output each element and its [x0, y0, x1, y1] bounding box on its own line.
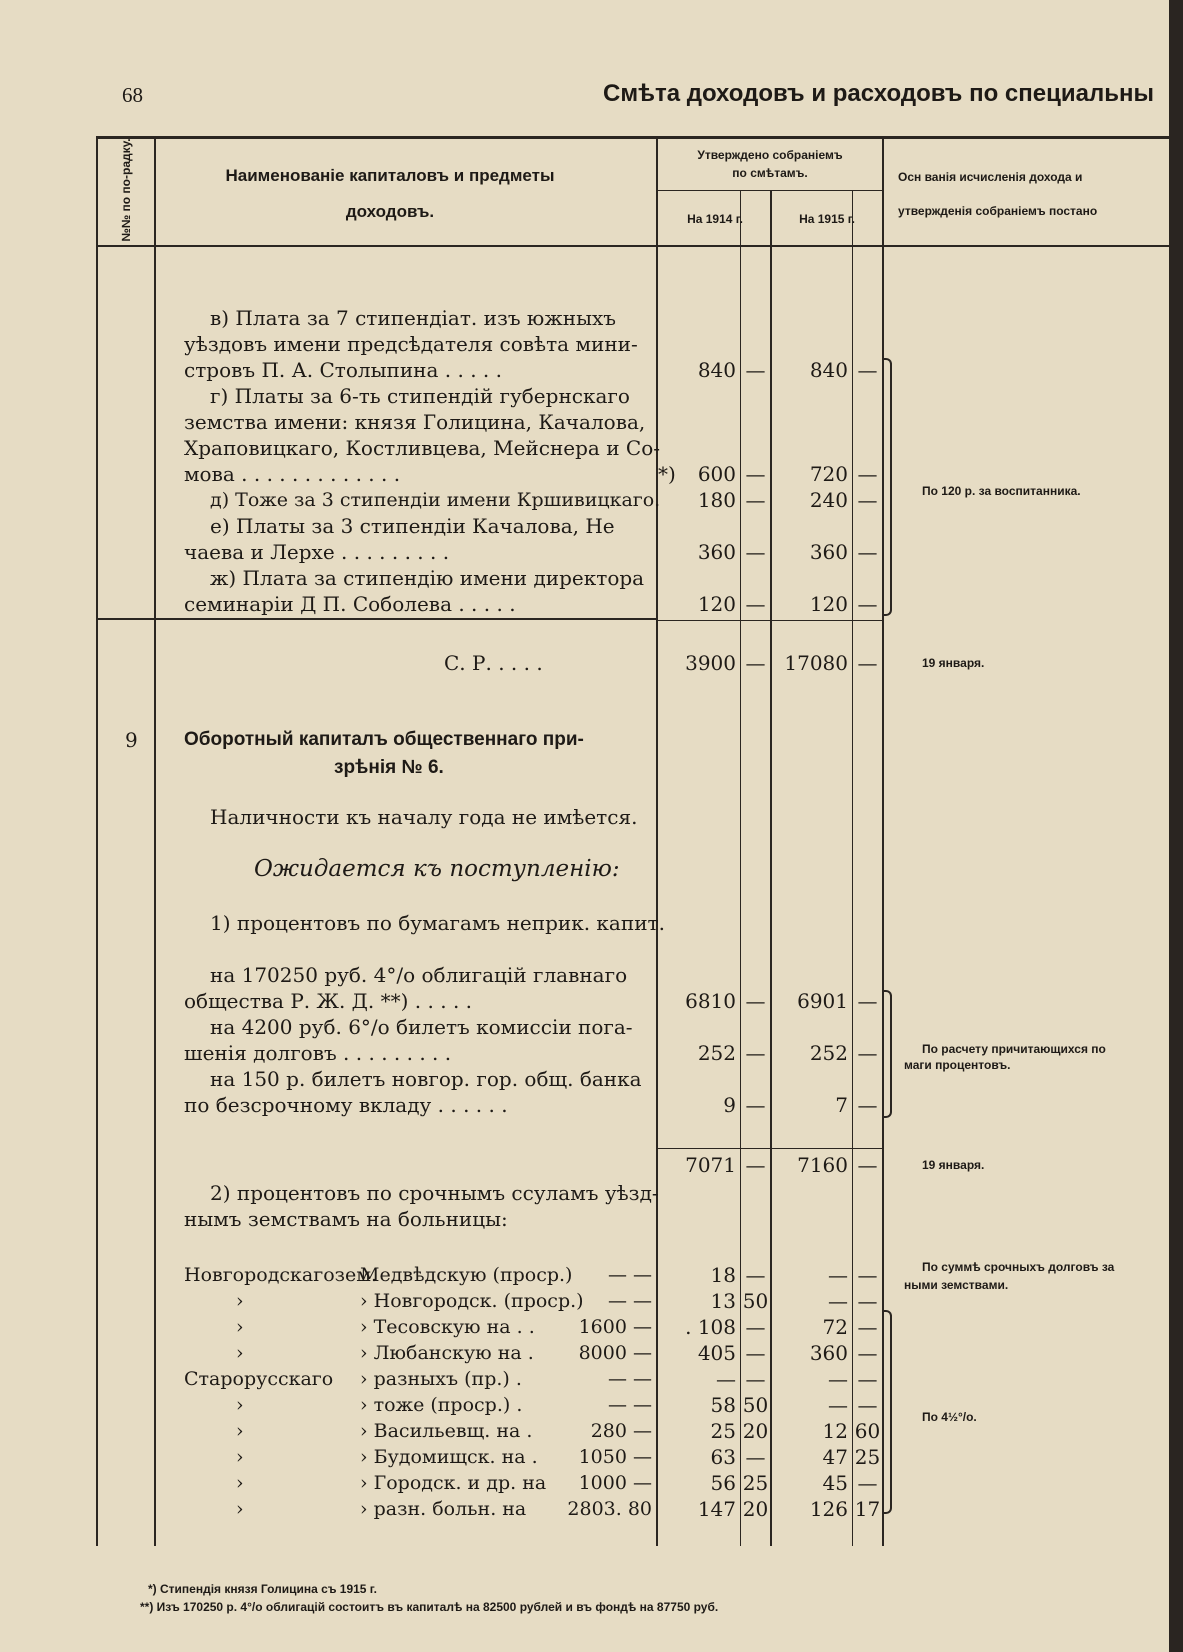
r1-line1: на 170250 руб. 4°/о облигацій главнаго	[210, 963, 628, 987]
row-d-1915-kop: —	[857, 488, 878, 512]
loan-1914-kop: —	[745, 1367, 766, 1391]
r1-line2: общества Р. Ж. Д. **) . . . . .	[184, 989, 473, 1013]
note-120: По 120 р. за воспитанника.	[922, 484, 1081, 498]
loan-1915-rub: 72	[822, 1315, 848, 1339]
row-g-line4: мова . . . . . . . . . . . . .	[184, 462, 401, 486]
basis-header-line2: утвержденія собраніемъ постано	[898, 204, 1098, 218]
note-calc-line2: маги процентовъ.	[904, 1058, 1011, 1072]
row-e-1914: 360	[697, 540, 736, 564]
row-zh-1914: 120	[697, 592, 736, 616]
note-calc-line1: По расчету причитающихся по	[922, 1042, 1106, 1056]
basis-header-line1: Осн ванія исчисленія дохода и	[898, 170, 1083, 184]
sum2-1914-kop: —	[745, 1153, 766, 1177]
loan-item: › Городск. и др. на	[360, 1472, 547, 1494]
row-v-1914-kop: —	[745, 358, 766, 382]
row-v-line2: уѣздовъ имени предсѣдателя совѣта мини-	[184, 332, 638, 356]
r1-1914: 6810	[685, 989, 736, 1013]
sum2-note: 19 января.	[922, 1158, 985, 1172]
row-zh-line1: ж) Плата за стипендію имени директора	[210, 566, 645, 590]
loan-1915-rub: 360	[809, 1341, 848, 1365]
loan-1914-kop: —	[745, 1445, 766, 1469]
sr-1914: 3900	[685, 651, 736, 675]
row-g-1915-kop: —	[857, 462, 878, 486]
loan-1914-kop: 50	[742, 1289, 769, 1313]
loan-item: › Будомищск. на .	[360, 1446, 538, 1468]
loan-item: › Новгородск. (проср.)	[360, 1290, 584, 1312]
footnote-2: **) Изъ 170250 р. 4°/о облигацій состоитъ въ капиталѣ на 82500 рублей и въ фондѣ на 87750 руб.	[140, 1600, 719, 1614]
loan-item: › тоже (проср.) .	[360, 1394, 523, 1416]
year-1914-header: На 1914 г.	[687, 212, 743, 226]
loan-1914-rub: 18	[710, 1263, 736, 1287]
loan-1915-rub: —	[828, 1263, 848, 1287]
r3-line2: по безсрочному вкладу . . . . . .	[184, 1093, 508, 1117]
loan-1914-kop: —	[745, 1263, 766, 1287]
loan-1915-rub: 47	[822, 1445, 848, 1469]
r1-1915-kop: —	[857, 989, 878, 1013]
row-v-1914: 840	[697, 358, 736, 382]
row-v-1915-kop: —	[857, 358, 878, 382]
header-bottom-rule	[96, 245, 1169, 247]
loan-1914-rub: 56	[710, 1471, 736, 1495]
loan-district: ›	[236, 1472, 244, 1494]
loan-1915-rub: —	[828, 1393, 848, 1417]
table-top-rule	[96, 136, 1169, 139]
loan-district: Новгородскагозем.	[184, 1264, 378, 1286]
loan-item: › разн. больн. на	[360, 1498, 527, 1520]
loan-district: ›	[236, 1420, 244, 1442]
row-e-line2: чаева и Лерхе . . . . . . . . .	[184, 540, 450, 564]
row-d-1914-kop: —	[745, 488, 766, 512]
loan-1915-kop: 60	[854, 1419, 881, 1443]
note-sum-line2: ными земствами.	[904, 1278, 1009, 1292]
sr-1914-kop: —	[745, 651, 766, 675]
name-header-line2: доходовъ.	[345, 202, 435, 221]
block-rule-1	[96, 618, 656, 620]
row-e-1914-kop: —	[745, 540, 766, 564]
num-column-header: №№ по по-радку.	[119, 138, 133, 242]
loan-amount: — —	[607, 1290, 652, 1312]
loan-1914-rub: 58	[710, 1393, 736, 1417]
row-g-1914-kop: —	[745, 462, 766, 486]
section-9-number: 9	[125, 728, 138, 752]
loan-1914-kop: 20	[742, 1419, 769, 1443]
page-number: 68	[122, 83, 143, 107]
loan-district: ›	[236, 1342, 244, 1364]
brace-block3	[884, 1310, 892, 1514]
loan-1914-kop: 20	[742, 1497, 769, 1521]
loan-1914-rub: —	[716, 1367, 736, 1391]
page-edge	[1169, 0, 1183, 1652]
loan-item: › Васильевщ. на .	[360, 1420, 533, 1442]
loan-amount: — —	[607, 1394, 652, 1416]
row-e-line1: е) Платы за 3 стипендіи Качалова, Не	[210, 514, 615, 538]
loan-1914-rub: 25	[710, 1419, 736, 1443]
loan-1915-kop: —	[857, 1367, 878, 1391]
loan-item: › разныхъ (пр.) .	[360, 1368, 522, 1390]
loan-item: › Любанскую на .	[360, 1342, 534, 1364]
name-header-line1: Наименованіе капиталовъ и предметы	[225, 166, 555, 185]
row-g-line2: земства имени: князя Голицина, Качалова,	[184, 410, 646, 434]
brace-block1	[884, 358, 892, 616]
loan-item: Медвѣдскую (проср.)	[360, 1264, 573, 1286]
row-v-line1: в) Плата за 7 стипендіат. изъ южныхъ	[210, 306, 616, 330]
loan-1914-rub: 405	[697, 1341, 736, 1365]
row-zh-1915-kop: —	[857, 592, 878, 616]
loan-amount: 1000 —	[578, 1472, 652, 1494]
interest-2-line2: нымъ земствамъ на больницы:	[184, 1207, 508, 1231]
loan-1915-rub: —	[828, 1367, 848, 1391]
loan-1915-rub: 126	[809, 1497, 848, 1521]
section-9-title-line2: зрѣнія № 6.	[334, 757, 444, 778]
sum2-1915-kop: —	[857, 1153, 878, 1177]
expected-heading: Ожидается къ поступленію:	[254, 856, 620, 882]
loan-amount: — —	[607, 1264, 652, 1286]
row-d-line1: д) Тоже за 3 стипендіи имени Кршивицкаго.	[210, 489, 661, 511]
loan-1915-kop: —	[857, 1289, 878, 1313]
loan-1915-kop: —	[857, 1263, 878, 1287]
r3-1915: 7	[835, 1093, 848, 1117]
row-g-line3: Храповицкаго, Костливцева, Мейснера и Со-	[184, 436, 661, 460]
row-zh-1914-kop: —	[745, 592, 766, 616]
loan-district: ›	[236, 1498, 244, 1520]
loan-district: ›	[236, 1394, 244, 1416]
note-45: По 4½°/о.	[922, 1410, 977, 1424]
loan-1914-rub: . 108	[685, 1315, 736, 1339]
row-zh-1915: 120	[809, 592, 848, 616]
r3-1914: 9	[723, 1093, 736, 1117]
loan-1914-rub: 63	[710, 1445, 736, 1469]
col-line-left	[96, 136, 98, 1546]
loan-amount: 8000 —	[578, 1342, 652, 1364]
loan-amount: 1050 —	[578, 1446, 652, 1468]
loan-amount: 280 —	[590, 1420, 652, 1442]
row-v-1915: 840	[809, 358, 848, 382]
r1-1915: 6901	[797, 989, 848, 1013]
row-e-1915: 360	[809, 540, 848, 564]
loan-1914-kop: —	[745, 1315, 766, 1339]
r3-1914-kop: —	[745, 1093, 766, 1117]
row-d-1915: 240	[809, 488, 848, 512]
loan-1915-rub: 45	[822, 1471, 848, 1495]
sum2-1915: 7160	[797, 1153, 848, 1177]
loan-1915-kop: —	[857, 1341, 878, 1365]
loan-1914-rub: 147	[697, 1497, 736, 1521]
row-g-1914: 600	[697, 462, 736, 486]
r2-1915-kop: —	[857, 1041, 878, 1065]
loan-1915-kop: —	[857, 1315, 878, 1339]
loan-district: ›	[236, 1290, 244, 1312]
loan-amount: 1600 —	[578, 1316, 652, 1338]
nalichnost-text: Наличности къ началу года не имѣется.	[210, 805, 638, 829]
section-9-title-line1: Оборотный капиталъ общественнаго при-	[184, 729, 584, 750]
sr-1915: 17080	[784, 651, 848, 675]
row-zh-line2: семинаріи Д П. Соболева . . . . .	[184, 592, 516, 616]
note-sum-line1: По суммѣ срочныхъ долговъ за	[922, 1260, 1115, 1274]
footnote-1: *) Стипендія князя Голицина съ 1915 г.	[148, 1582, 377, 1596]
row-v-line3: стровъ П. А. Столыпина . . . . .	[184, 358, 502, 382]
r2-1915: 252	[809, 1041, 848, 1065]
row-g-line1: г) Платы за 6-ть стипендій губернскаго	[210, 384, 630, 408]
loan-district: ›	[236, 1446, 244, 1468]
r2-line2: шенія долговъ . . . . . . . . .	[184, 1041, 452, 1065]
loan-1915-kop: —	[857, 1471, 878, 1495]
r3-1915-kop: —	[857, 1093, 878, 1117]
r3-line1: на 150 р. билетъ новгор. гор. общ. банка	[210, 1067, 642, 1091]
loan-1914-kop: —	[745, 1341, 766, 1365]
sum2-1914: 7071	[685, 1153, 736, 1177]
interest-1-heading: 1) процентовъ по бумагамъ неприк. капит.	[210, 911, 665, 935]
col-line-name	[656, 136, 658, 1546]
approved-header-line2: по смѣтамъ.	[732, 166, 808, 180]
loan-1914-kop: 25	[742, 1471, 769, 1495]
loan-1914-kop: 50	[742, 1393, 769, 1417]
loan-amount: — —	[607, 1368, 652, 1390]
sr-note: 19 января.	[922, 656, 985, 670]
loan-1914-rub: 13	[710, 1289, 736, 1313]
row-g-footnote-mark: *)	[658, 462, 676, 486]
loan-1915-kop: —	[857, 1393, 878, 1417]
row-g-1915: 720	[809, 462, 848, 486]
loan-1915-kop: 17	[854, 1497, 881, 1521]
loan-district: Старорусскаго	[184, 1368, 334, 1390]
loan-amount: 2803. 80	[567, 1498, 652, 1520]
sr-label: С. Р. . . . .	[444, 651, 543, 675]
loan-1915-rub: 12	[822, 1419, 848, 1443]
row-d-1914: 180	[697, 488, 736, 512]
loan-item: › Тесовскую на . .	[360, 1316, 535, 1338]
row-e-1915-kop: —	[857, 540, 878, 564]
approved-header-line1: Утверждено собраніемъ	[697, 148, 843, 162]
brace-block2	[884, 990, 892, 1118]
r2-1914-kop: —	[745, 1041, 766, 1065]
r1-1914-kop: —	[745, 989, 766, 1013]
running-title: Смѣта доходовъ и расходовъ по специальны	[603, 80, 1154, 107]
interest-2-line1: 2) процентовъ по срочнымъ ссуламъ уѣзд-	[210, 1181, 659, 1205]
col-line-num	[154, 136, 156, 1546]
sr-1915-kop: —	[857, 651, 878, 675]
loan-1915-rub: —	[828, 1289, 848, 1313]
loan-district: ›	[236, 1316, 244, 1338]
r2-1914: 252	[697, 1041, 736, 1065]
year-1915-header: На 1915 г.	[799, 212, 855, 226]
loan-1915-kop: 25	[854, 1445, 881, 1469]
r2-line1: на 4200 руб. 6°/о билетъ комиссіи пога-	[210, 1015, 633, 1039]
